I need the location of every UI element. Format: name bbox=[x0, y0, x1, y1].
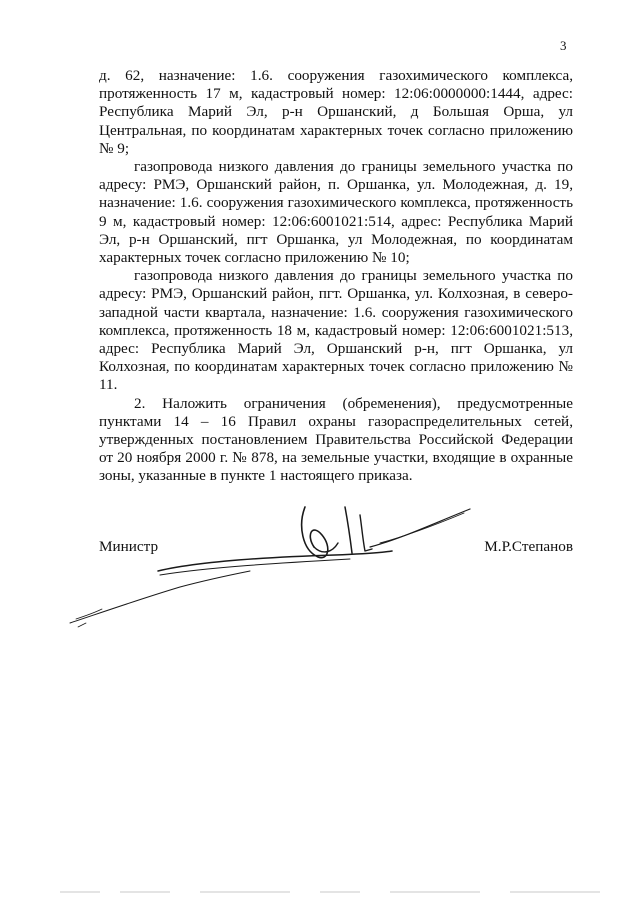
document-body bbox=[99, 67, 573, 486]
page-number: 3 bbox=[560, 38, 567, 53]
handwritten-signature bbox=[60, 495, 480, 635]
paragraph-restrictions: 2. Наложить ограничения (обременения), предусмотренные пунктами 14 – 16 Правил охраны газораспределительных сетей, утвержденных постановлением Правительства Российской Федерации от 20 ноября 2000 г. № 878, на земельные участки, входящие в охранные зоны, указанные в пункте 1 настоящего приказа. bbox=[99, 394, 573, 485]
paragraph-gas-pipeline-molodezhnaya: газопровода низкого давления до границы земельного участка по адресу: РМЭ, Оршанский район, п. Оршанка, ул. Молодежная, д. 19, назначение: 1.6. сооружения газохимического комплекса, протяженность 9 м, кадастровый номер: 12:06:6001021:514, адрес: Республика Марий Эл, р-н Оршанский, пгт Оршанка, ул Молодежная, по координатам характерных точек согласно приложению № 10; bbox=[99, 158, 573, 267]
paragraph-continuation: д. 62, назначение: 1.6. сооружения газохимического комплекса, протяженность 17 м, кадастровый номер: 12:06:0000000:1444, адрес: Республика Марий Эл, р-н Оршанский, д Большая Орша, ул Центральная, по координатам характерных точек согласно приложению № 9; bbox=[99, 67, 573, 157]
paragraph-gas-pipeline-kolkhoznaya: газопровода низкого давления до границы земельного участка по адресу: РМЭ, Оршанский район, пгт. Оршанка, ул. Колхозная, в северо-западной части квартала, назначение: 1.6. сооружения газохимического комплекса, протяженность 18 м, кадастровый номер: 12:06:6001021:513, адрес: Республика Марий Эл, Оршанский р-н, пгт Оршанка, ул Колхозная, по координатам характерных точек согласно приложению № 11. bbox=[99, 267, 573, 394]
signatory-role: Министр bbox=[99, 538, 159, 555]
signatory-name: М.Р.Степанов bbox=[484, 538, 573, 555]
scan-artifact-line bbox=[60, 890, 620, 894]
